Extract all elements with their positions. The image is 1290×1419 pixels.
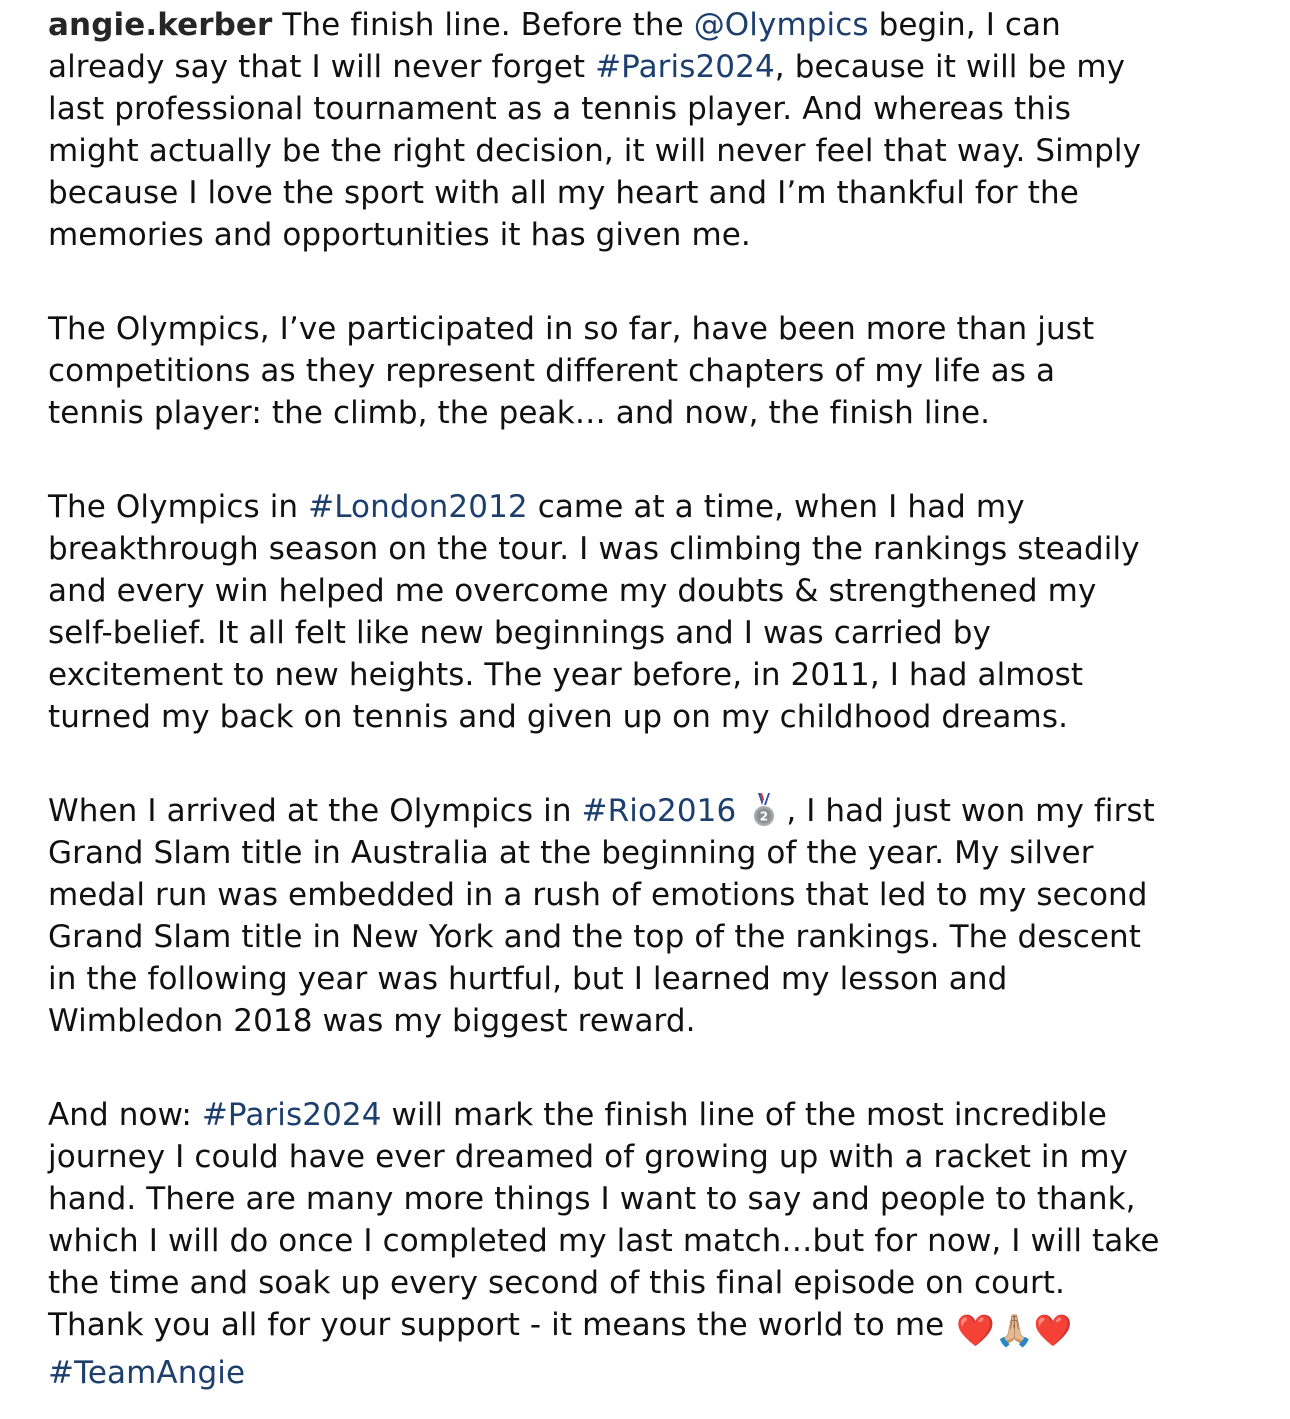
hashtag-paris2024-link[interactable]: #Paris2024 (201, 1097, 382, 1133)
caption-text: , I had just won my first (786, 793, 1155, 829)
caption-line: medal run was embedded in a rush of emotions that led to my second (48, 877, 1148, 913)
caption-line: Wimbledon 2018 was my biggest reward. (48, 1003, 696, 1039)
caption-line (48, 1304, 1248, 1352)
caption-line (48, 1352, 1248, 1394)
caption-line: breakthrough season on the tour. I was climbing the rankings steadily (48, 531, 1140, 567)
paragraph-gap (48, 1042, 1248, 1094)
caption-line: competitions as they represent different chapters of my life as a (48, 353, 1056, 389)
caption-line: Grand Slam title in New York and the top of the rankings. The descent (48, 919, 1142, 955)
caption-text: , because it will be my (774, 49, 1126, 85)
caption-line: hand. There are many more things I want to say and people to thank, (48, 1181, 1136, 1217)
caption-line: in the following year was hurtful, but I learned my lesson and (48, 961, 1008, 997)
caption-line: self-belief. It all felt like new beginnings and I was carried by (48, 615, 991, 651)
caption-line (48, 486, 1248, 528)
caption-line (48, 1094, 1248, 1136)
caption-line: because I love the sport with all my heart and I’m thankful for the (48, 175, 1079, 211)
caption-text: will mark the finish line of the most incredible (381, 1097, 1107, 1133)
hashtag-london2012-link[interactable]: #London2012 (308, 489, 528, 525)
caption-text: And now: (48, 1097, 202, 1133)
heart-pray-heart-emojis: ❤️🙏🏼❤️ (956, 1313, 1073, 1349)
caption-line (48, 4, 1248, 46)
silver-medal-icon (750, 793, 778, 827)
caption-line: might actually be the right decision, it will never feel that way. Simply (48, 133, 1142, 169)
caption-text: begin, I can (868, 7, 1061, 43)
paragraph-gap (48, 738, 1248, 790)
caption-paragraph-2 (48, 308, 1248, 434)
caption-line: last professional tournament as a tennis player. And whereas this (48, 91, 1071, 127)
caption-paragraph-4 (48, 790, 1248, 1042)
hashtag-paris2024-link[interactable]: #Paris2024 (595, 49, 775, 85)
caption-line: The Olympics, I’ve participated in so far, have been more than just (48, 311, 1095, 347)
caption-line: turned my back on tennis and given up on my childhood dreams. (48, 699, 1069, 735)
caption-line: and every win helped me overcome my doubts & strengthened my (48, 573, 1097, 609)
caption-text: When I arrived at the Olympics in (48, 793, 582, 829)
medal-number: 2 (760, 809, 769, 824)
paragraph-gap (48, 256, 1248, 308)
caption-paragraph-3 (48, 486, 1248, 738)
caption-paragraph-1 (48, 4, 1248, 256)
username-link[interactable]: angie.kerber (48, 7, 273, 43)
hashtag-teamangie-link[interactable]: #TeamAngie (48, 1355, 246, 1391)
caption-text: Thank you all for your support - it means the world to me (48, 1307, 955, 1343)
caption-line: tennis player: the climb, the peak… and now, the finish line. (48, 395, 991, 431)
caption-text: came at a time, when I had my (527, 489, 1025, 525)
caption-text: already say that I will never forget (48, 49, 596, 85)
caption-line (48, 790, 1248, 832)
mention-olympics-link[interactable]: @Olympics (693, 7, 869, 43)
caption-line: Grand Slam title in Australia at the beginning of the year. My silver (48, 835, 1094, 871)
caption-line (48, 46, 1248, 88)
hashtag-rio2016-link[interactable]: #Rio2016 (581, 793, 737, 829)
caption-paragraph-5 (48, 1094, 1248, 1394)
caption-line: the time and soak up every second of this final episode on court. (48, 1265, 1065, 1301)
caption-line: memories and opportunities it has given me. (48, 217, 751, 253)
caption-line: journey I could have ever dreamed of growing up with a racket in my (48, 1139, 1129, 1175)
caption-text: The Olympics in (48, 489, 309, 525)
caption-line: excitement to new heights. The year before, in 2011, I had almost (48, 657, 1084, 693)
caption-line: which I will do once I completed my last match…but for now, I will take (48, 1223, 1160, 1259)
post-caption (48, 4, 1248, 1394)
paragraph-gap (48, 434, 1248, 486)
caption-text: The finish line. Before the (272, 7, 694, 43)
